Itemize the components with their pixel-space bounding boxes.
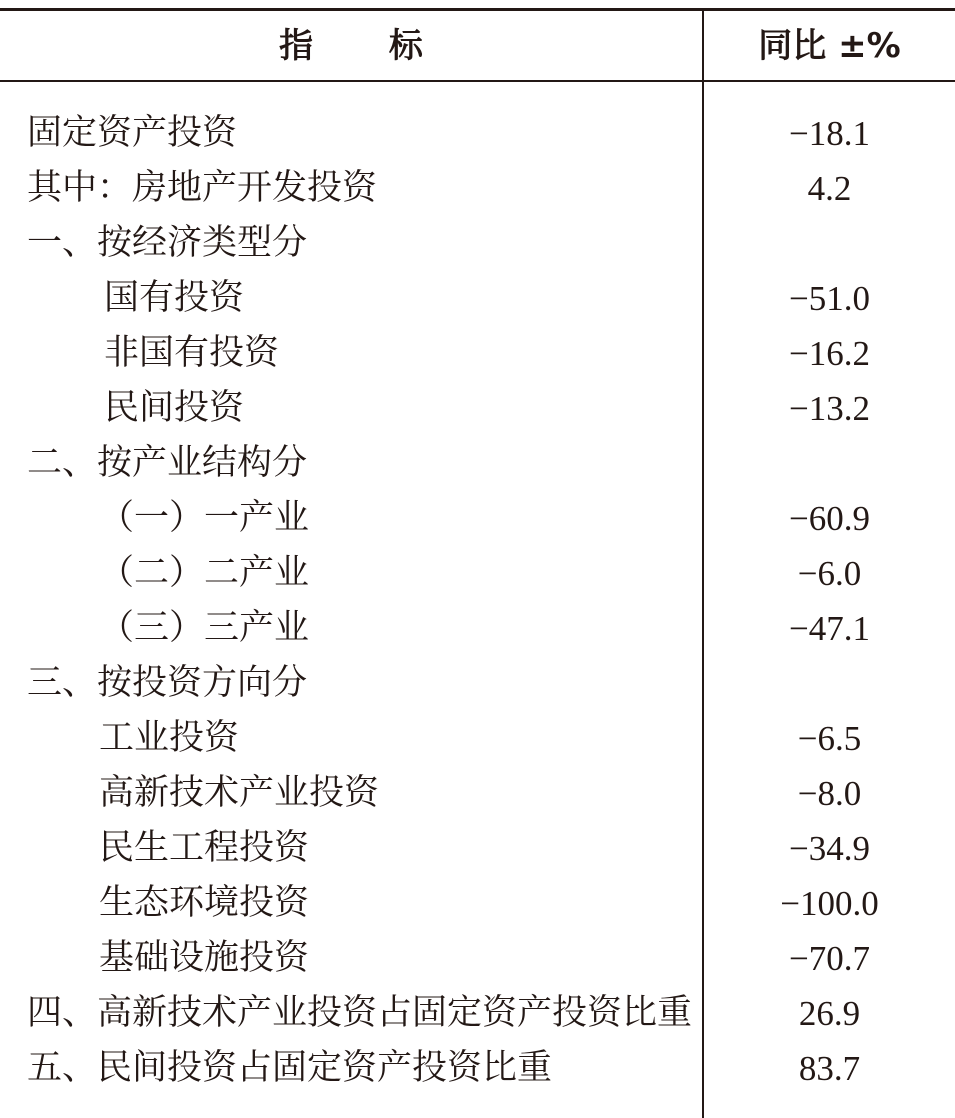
row-label: 四、高新技术产业投资占固定资产投资比重 (27, 993, 693, 1033)
row-value: 83.7 (798, 1049, 861, 1088)
header-rule (0, 80, 955, 82)
table-row (0, 876, 955, 931)
row-label: 其中：房地产开发投资 (27, 168, 378, 208)
row-label: 固定资产投资 (27, 113, 238, 153)
row-label: （一）一产业 (99, 498, 310, 538)
table-row (0, 161, 955, 216)
row-value: −18.1 (789, 114, 870, 153)
row-value: −51.0 (789, 279, 870, 318)
table-row (0, 931, 955, 986)
row-label: 三、按投资方向分 (27, 663, 308, 703)
table-row (0, 491, 955, 546)
row-label: 民生工程投资 (99, 828, 310, 868)
row-label: 非国有投资 (104, 333, 280, 373)
row-value: −6.5 (797, 719, 862, 758)
header-yoy-change: 同比 ±% (758, 26, 901, 66)
row-value (704, 216, 955, 271)
row-label: （三）三产业 (99, 608, 310, 648)
row-value: −70.7 (789, 939, 870, 978)
row-label: 五、民间投资占固定资产投资比重 (27, 1048, 553, 1088)
row-label: 基础设施投资 (99, 938, 310, 978)
row-label: 生态环境投资 (99, 883, 310, 923)
row-value (704, 436, 955, 491)
row-value: 26.9 (798, 994, 861, 1033)
row-label: 民间投资 (104, 388, 245, 428)
row-value (704, 656, 955, 711)
row-value: −47.1 (789, 609, 870, 648)
row-value: −6.0 (797, 554, 862, 593)
table-row (0, 821, 955, 876)
table-row (0, 1041, 955, 1096)
row-value: −60.9 (789, 499, 870, 538)
row-value: −16.2 (789, 334, 870, 373)
row-label: 二、按产业结构分 (27, 443, 308, 483)
row-label: 一、按经济类型分 (27, 223, 308, 263)
row-value: −100.0 (780, 884, 879, 923)
table-row (0, 106, 955, 161)
table-row (0, 216, 955, 271)
row-value: −13.2 (789, 389, 870, 428)
table-row (0, 986, 955, 1041)
table-row (0, 381, 955, 436)
table-row (0, 711, 955, 766)
table-row (0, 271, 955, 326)
row-value: 4.2 (807, 169, 852, 208)
row-label: 国有投资 (104, 278, 245, 318)
table-row (0, 766, 955, 821)
table-row (0, 601, 955, 656)
table-row (0, 546, 955, 601)
row-value: −34.9 (789, 829, 870, 868)
row-label: 高新技术产业投资 (99, 773, 380, 813)
table-row (0, 326, 955, 381)
row-label: 工业投资 (99, 718, 240, 758)
header-indicator: 指 标 (279, 26, 455, 66)
table-body (0, 106, 955, 1096)
top-rule (0, 8, 955, 11)
table-row (0, 436, 955, 491)
row-value: −8.0 (797, 774, 862, 813)
table-row (0, 656, 955, 711)
row-label: （二）二产业 (99, 553, 310, 593)
